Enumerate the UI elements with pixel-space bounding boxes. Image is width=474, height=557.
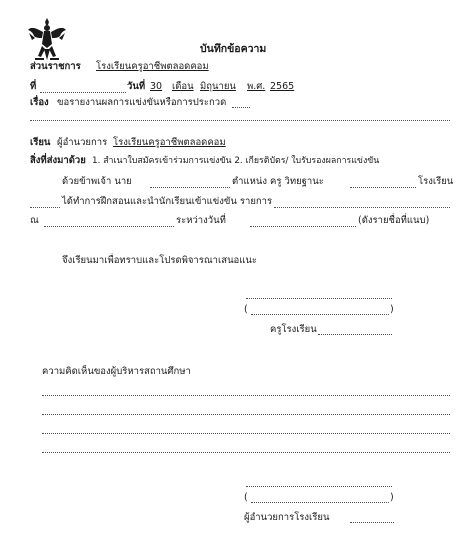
date-day: 30 <box>150 81 163 92</box>
date-range-fill-line <box>250 226 356 227</box>
competition-fill-line <box>274 207 450 208</box>
school-fill-line <box>30 207 60 208</box>
agency-value: โรงเรียนครูอาชีพตลอดคอม <box>96 61 209 72</box>
sig2-open-paren: ( <box>244 492 248 503</box>
sig2-title: ผู้อำนวยการโรงเรียน <box>244 512 330 523</box>
date-year-label: พ.ศ. <box>247 81 266 92</box>
venue-fill-line <box>44 226 174 227</box>
rank-fill-line <box>350 187 416 188</box>
ref-fill-line <box>40 92 126 93</box>
sig1-school-line <box>318 334 392 335</box>
memo-title: บันทึกข้อความ <box>200 43 267 55</box>
enclosure-value: 1. สำเนาใบสมัครเข้าร่วมการแข่งขัน 2. เกียรติบัตร/ ใบรับรองผลการแข่งขัน <box>92 156 380 166</box>
opinion-line-2 <box>42 414 450 415</box>
closing-text: จึงเรียนมาเพื่อทราบและโปรดพิจารณาเสนอแนะ <box>62 255 257 266</box>
body-line2: ได้ทำการฝึกสอนและนำนักเรียนเข้าแข่งขัน รายการ <box>62 196 273 207</box>
to-value: โรงเรียนครูอาชีพตลอดคอม <box>113 137 226 148</box>
sig1-close-paren: ) <box>390 304 394 315</box>
body-line3-attached: (ดังรายชื่อที่แนบ) <box>358 215 430 226</box>
body-line1-position: ตำแหน่ง ครู วิทยฐานะ <box>232 176 324 187</box>
date-year: 2565 <box>270 81 295 92</box>
opinion-line-4 <box>42 452 450 453</box>
sig2-close-paren: ) <box>390 492 394 503</box>
opinion-label: ความคิดเห็นของผู้บริหารสถานศึกษา <box>42 366 191 377</box>
body-line1-school: โรงเรียน <box>418 176 454 187</box>
date-label: วันที่ <box>127 81 146 92</box>
sig2-sign-line <box>246 486 392 487</box>
to-label: เรียน <box>30 137 51 148</box>
sig1-name-line <box>251 314 389 315</box>
teacher-name-fill-line <box>150 187 230 188</box>
agency-label: ส่วนราชการ <box>30 61 81 72</box>
opinion-line-1 <box>42 395 450 396</box>
date-month: มิถุนายน <box>200 81 236 92</box>
opinion-line-3 <box>42 433 450 434</box>
garuda-emblem-icon <box>26 16 68 62</box>
enclosure-label: สิ่งที่ส่งมาด้วย <box>30 155 86 166</box>
subject-label: เรื่อง <box>30 97 49 108</box>
sig1-title: ครูโรงเรียน <box>270 324 317 335</box>
sig1-open-paren: ( <box>244 304 248 315</box>
body-line3-at: ณ <box>30 215 39 226</box>
sig1-sign-line <box>246 298 392 299</box>
separator-line <box>30 120 450 121</box>
subject-value: ขอรายงานผลการแข่งขันหรือการประกวด <box>57 97 227 108</box>
sig2-name-line <box>251 502 389 503</box>
ref-label: ที่ <box>30 81 37 92</box>
subject-fill-line <box>232 107 250 108</box>
to-prefix: ผู้อำนวยการ <box>57 137 108 148</box>
date-month-label: เดือน <box>172 81 194 92</box>
body-line1-intro: ด้วยข้าพเจ้า นาย <box>62 176 132 187</box>
sig2-school-line <box>350 522 394 523</box>
body-line3-between: ระหว่างวันที่ <box>176 215 226 226</box>
